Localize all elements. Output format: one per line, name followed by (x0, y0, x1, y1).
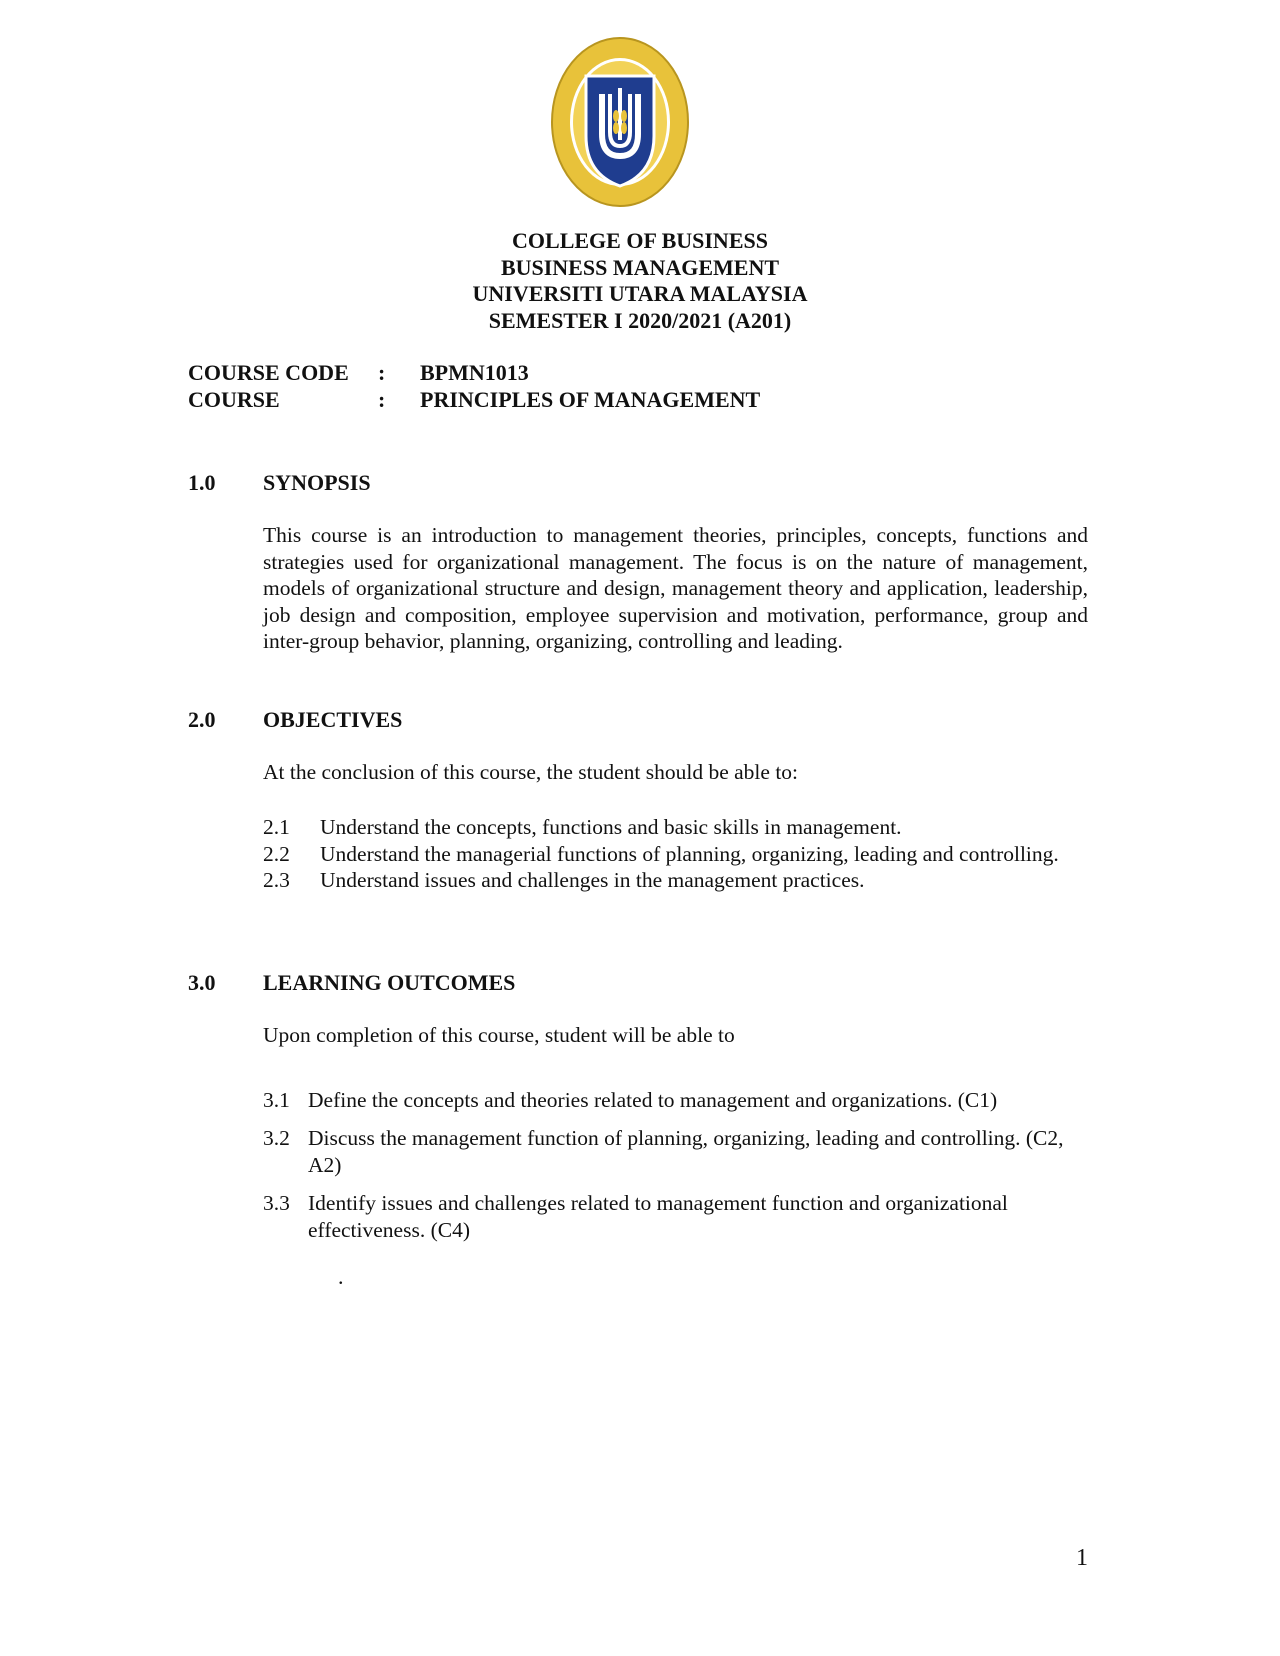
section-number: 1.0 (188, 470, 216, 495)
course-code-label: COURSE CODE (188, 360, 349, 385)
item-number: 2.1 (263, 815, 290, 839)
item-number: 2.3 (263, 868, 290, 892)
document-header (0, 228, 1280, 334)
synopsis-text: This course is an introduction to management theories, principles, concepts, functions and strategies used for organizational management. The focus is on the nature of management, models of organizational structure and design, management theory and application, leadership, job design and composition, employee supervision and motivation, performance, group and inter-group behavior, planning, organizing, controlling and leading. (263, 523, 1088, 653)
item-text: Understand the managerial functions of planning, organizing, leading and controlling. (320, 841, 1059, 866)
learning-outcome-item (263, 1087, 1093, 1114)
section-title: SYNOPSIS (263, 470, 371, 495)
item-number: 3.1 (263, 1088, 290, 1112)
university-name: UNIVERSITI UTARA MALAYSIA (472, 281, 808, 306)
item-text: Identify issues and challenges related to management function and organizational effectiveness. (C4) (308, 1191, 1008, 1242)
course-code-value: BPMN1013 (420, 360, 529, 385)
course-name-value: PRINCIPLES OF MANAGEMENT (420, 386, 761, 412)
course-code-colon: : (378, 360, 386, 385)
university-logo (550, 36, 690, 208)
item-text: Understand issues and challenges in the management practices. (320, 868, 865, 892)
semester-label: SEMESTER I 2020/2021 (A201) (488, 307, 792, 333)
course-name-label: COURSE (188, 386, 280, 412)
section-title: LEARNING OUTCOMES (263, 970, 516, 995)
section-number: 3.0 (188, 970, 216, 995)
college-name: COLLEGE OF BUSINESS (512, 228, 768, 253)
objectives-intro: At the conclusion of this course, the student should be able to: (263, 760, 799, 784)
list-item (263, 1125, 1093, 1178)
item-number: 3.2 (263, 1126, 290, 1150)
learning-outcomes-intro: Upon completion of this course, student will be able to (263, 1023, 735, 1047)
page-number: 1 (1076, 1545, 1088, 1571)
list-item (263, 841, 1063, 868)
list-item (263, 814, 1063, 841)
list-item (263, 867, 1063, 894)
item-text: Understand the concepts, functions and basic skills in management. (320, 815, 902, 839)
item-number: 2.2 (263, 841, 290, 866)
trailing-period: . (338, 1264, 344, 1289)
section-title: OBJECTIVES (263, 707, 403, 732)
item-text: Define the concepts and theories related to management and organizations. (C1) (308, 1088, 998, 1112)
department-name: BUSINESS MANAGEMENT (500, 254, 780, 280)
list-item (263, 1087, 1093, 1114)
list-item (263, 1190, 1093, 1243)
item-text: Discuss the management function of planning, organizing, leading and controlling. (C2, A2) (308, 1126, 1064, 1177)
learning-outcome-item (263, 1125, 1093, 1178)
item-number: 3.3 (263, 1191, 290, 1215)
course-name-colon: : (378, 386, 386, 412)
learning-outcome-item (263, 1190, 1093, 1243)
section-number: 2.0 (188, 707, 216, 732)
objectives-list (263, 814, 1063, 894)
